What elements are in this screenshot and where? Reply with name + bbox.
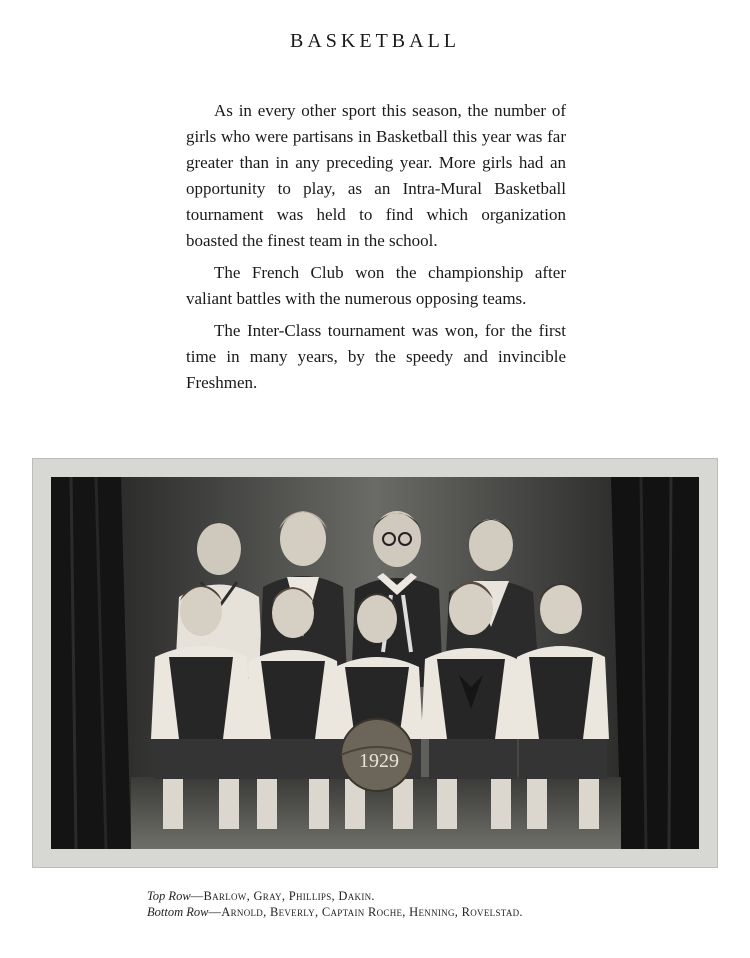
caption-top-row [147,888,707,904]
team-photo [51,477,699,849]
paragraph-1: As in every other sport this season, the number of girls who were partisans in Basketball this year was far greater than in any preceding year. More girls had an opportunity to play, as an Intra-Mural Basketball tournament was held to find which organization boasted the finest team in the school. [186,101,566,250]
caption-top-names: —Barlow, Gray, Phillips, Dakin. [190,889,375,903]
caption-top-label: Top Row [147,889,191,903]
article-body [186,98,566,402]
caption-bottom-label: Bottom Row [147,905,209,919]
ball-label: 1929 [359,750,399,772]
team-photo-frame [32,458,718,868]
paragraph-3: The Inter-Class tournament was won, for the first time in many years, by the speedy and invincible Freshmen. [186,321,566,392]
paragraph-2: The French Club won the championship after valiant battles with the numerous opposing teams. [186,263,566,308]
team-photo-illustration [51,477,699,849]
caption-bottom-row [147,904,707,920]
photo-caption [147,888,707,920]
page-title: BASKETBALL [290,30,460,52]
caption-bottom-names: —Arnold, Beverly, Captain Roche, Henning, Rovelstad. [208,905,523,919]
